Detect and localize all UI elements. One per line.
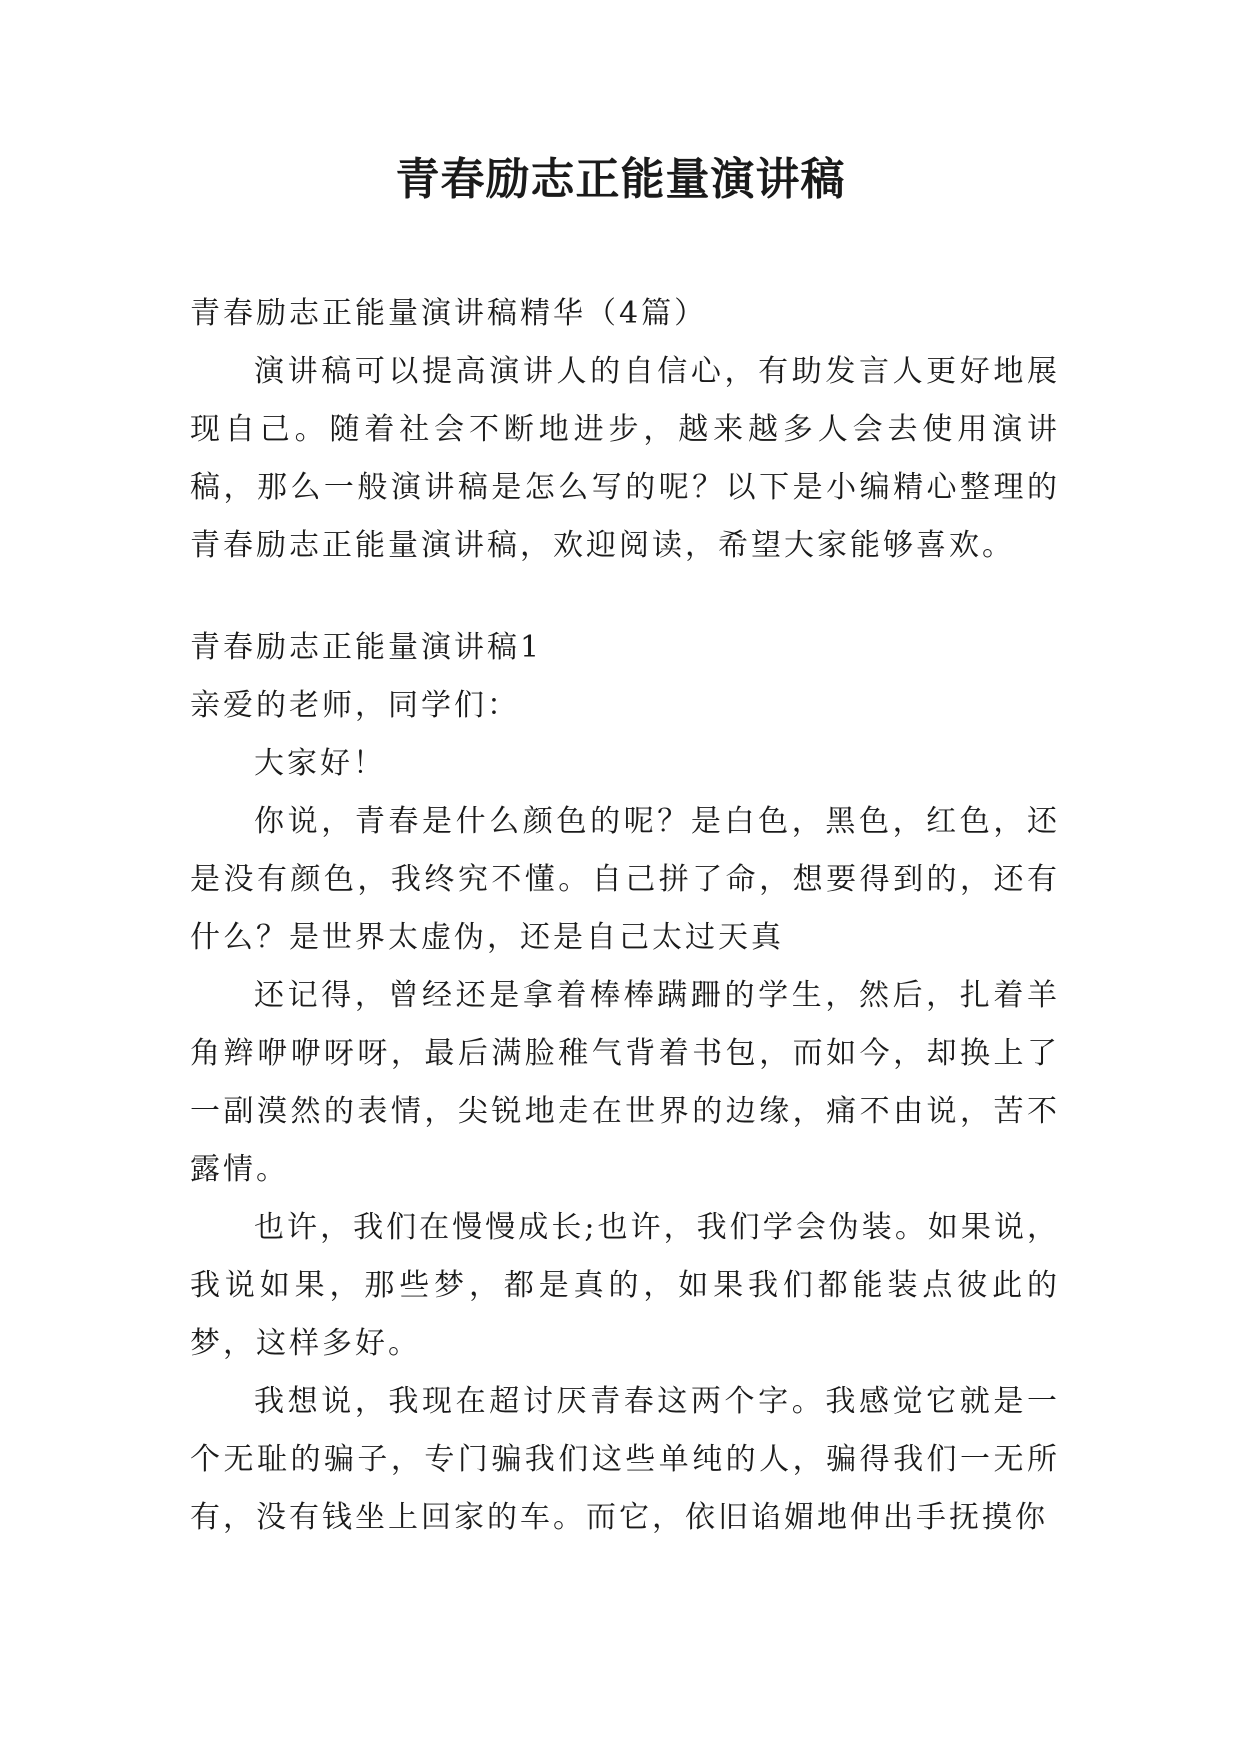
document-body bbox=[190, 285, 1060, 1547]
greeting: 大家好！ bbox=[254, 746, 386, 781]
section-spacer bbox=[190, 575, 1060, 619]
document-title: 青春励志正能量演讲稿 bbox=[395, 154, 846, 205]
intro-paragraph: 演讲稿可以提高演讲人的自信心，有助发言人更好地展现自己。随着社会不断地进步，越来越多人会去使用演讲稿，那么一般演讲稿是怎么写的呢？以下是小编精心整理的青春励志正能量演讲稿，欢迎阅读，希望大家能够喜欢。 bbox=[190, 354, 1060, 563]
body-paragraph: 也许，我们在慢慢成长;也许，我们学会伪装。如果说，我说如果，那些梦，都是真的，如果我们都能装点彼此的梦，这样多好。 bbox=[190, 1210, 1060, 1361]
section-heading: 青春励志正能量演讲稿1 bbox=[190, 630, 543, 665]
body-paragraph: 我想说，我现在超讨厌青春这两个字。我感觉它就是一个无耻的骗子，专门骗我们这些单纯的人，骗得我们一无所有，没有钱坐上回家的车。而它，依旧谄媚地伸出手抚摸你 bbox=[190, 1384, 1060, 1535]
salutation: 亲爱的老师，同学们： bbox=[190, 688, 520, 723]
body-paragraph: 还记得，曾经还是拿着棒棒蹒跚的学生，然后，扎着羊角辫咿咿呀呀，最后满脸稚气背着书包，而如今，却换上了一副漠然的表情，尖锐地走在世界的边缘，痛不由说，苦不露情。 bbox=[190, 978, 1060, 1187]
document-subtitle: 青春励志正能量演讲稿精华（4篇） bbox=[190, 296, 708, 331]
body-paragraph: 你说，青春是什么颜色的呢？是白色，黑色，红色，还是没有颜色，我终究不懂。自己拼了命，想要得到的，还有什么？是世界太虚伪，还是自己太过天真 bbox=[190, 804, 1060, 955]
